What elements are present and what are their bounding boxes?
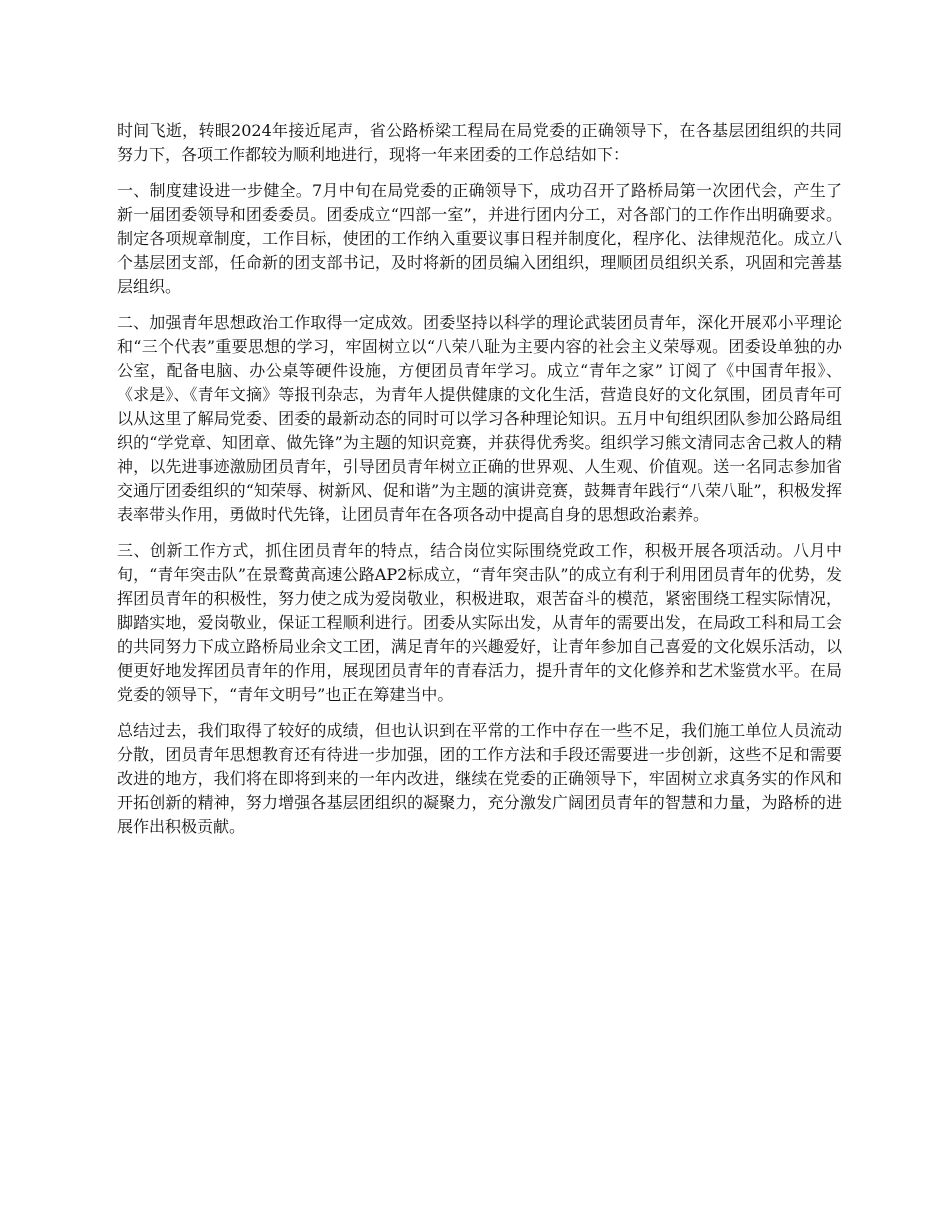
- section-2-paragraph: 二、加强青年思想政治工作取得一定成效。团委坚持以科学的理论武装团员青年，深化开展邓小平理论和“三个代表”重要思想的学习，牢固树立以“八荣八耻为主要内容的社会主义荣辱观。团委设单独的办公室，配备电脑、办公桌等硬件设施，方便团员青年学习。成立“青年之家” 订阅了《中国青年报》、《求是》、《青年文摘》等报刊杂志，为青年人提供健康的文化生活，营造良好的文化氛围，团员青年可以从这里了解局党委、团委的最新动态的同时可以学习各种理论知识。五月中旬组织团队参加公路局组织的“学党章、知团章、做先锋”为主题的知识竞赛，并获得优秀奖。组织学习熊文清同志舍己救人的精神，以先进事迹激励团员青年，引导团员青年树立正确的世界观、人生观、价值观。送一名同志参加省交通厅团委组织的“知荣辱、树新风、促和谐”为主题的演讲竞赛，鼓舞青年践行“八荣八耻”，积极发挥表率带头作用，勇做时代先锋，让团员青年在各项各动中提高自身的思想政治素养。: [117, 313, 842, 524]
- conclusion-paragraph: 总结过去，我们取得了较好的成绩，但也认识到在平常的工作中存在一些不足，我们施工单位人员流动分散，团员青年思想教育还有待进一步加强，团的工作方法和手段还需要进一步创新，这些不足和需要改进的地方，我们将在即将到来的一年内改进，继续在党委的正确领导下，牢固树立求真务实的作风和开拓创新的精神，努力增强各基层团组织的凝聚力，充分激发广阔团员青年的智慧和力量，为路桥的进展作出积极贡献。: [117, 721, 842, 836]
- intro-paragraph: 时间飞逝，转眼2024年接近尾声，省公路桥梁工程局在局党委的正确领导下，在各基层团组织的共同努力下，各项工作都较为顺利地进行，现将一年来团委的工作总结如下：: [117, 121, 842, 164]
- section-1-paragraph: 一、制度建设进一步健全。7月中旬在局党委的正确领导下，成功召开了路桥局第一次团代会，产生了新一届团委领导和团委委员。团委成立“四部一室”，并进行团内分工，对各部门的工作作出明确要求。制定各项规章制度，工作目标，使团的工作纳入重要议事日程并制度化，程序化、法律规范化。成立八个基层团支部，任命新的团支部书记，及时将新的团员编入团组织，理顺团员组织关系，巩固和完善基层组织。: [117, 181, 842, 296]
- document-page: [117, 119, 842, 851]
- section-3-paragraph: 三、创新工作方式，抓住团员青年的特点，结合岗位实际围绕党政工作，积极开展各项活动。八月中旬，“青年突击队”在景鹜黄高速公路AP2标成立，“青年突击队”的成立有利于利用团员青年的优势，发挥团员青年的积极性，努力使之成为爱岗敬业，积极进取，艰苦奋斗的模范，紧密围绕工程实际情况，脚踏实地，爱岗敬业，保证工程顺利进行。团委从实际出发，从青年的需要出发，在局政工科和局工会的共同努力下成立路桥局业余文工团，满足青年的兴趣爱好，让青年参加自己喜爱的文化娱乐活动，以便更好地发挥团员青年的作用，展现团员青年的青春活力，提升青年的文化修养和艺术鉴赏水平。在局党委的领导下，“青年文明号”也正在筹建当中。: [117, 541, 842, 704]
